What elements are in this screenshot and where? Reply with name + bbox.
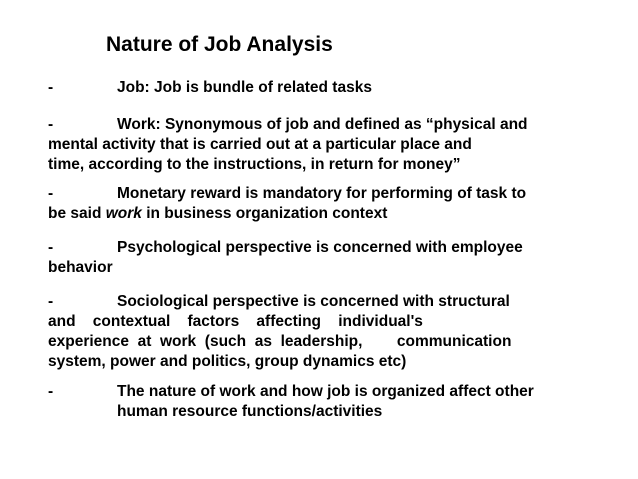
bullet-text-line: behavior (48, 259, 113, 276)
bullet-text-line: and contextual factors affecting individual's (48, 313, 423, 330)
bullet-dash: - (48, 383, 54, 400)
bullet-text-line: Psychological perspective is concerned with employee (117, 239, 523, 256)
text-segment: be said (48, 205, 106, 222)
bullet-item-job (48, 78, 568, 98)
bullet-text-line: Job: Job is bundle of related tasks (117, 79, 372, 96)
bullet-text-line: Sociological perspective is concerned with structural (117, 293, 510, 310)
bullet-text-line: time, according to the instructions, in return for money” (48, 156, 461, 173)
bullet-text-line: Work: Synonymous of job and defined as “physical and (117, 116, 528, 133)
bullet-text-line: Monetary reward is mandatory for performing of task to (117, 185, 527, 202)
bullet-text-line: experience at work (such as leadership, communication (48, 333, 512, 350)
bullet-text-line: The nature of work and how job is organized affect other (117, 383, 534, 400)
bullet-dash: - (48, 79, 54, 96)
bullet-text-line (48, 204, 568, 224)
bullet-item-sociological (48, 292, 568, 372)
bullet-dash: - (48, 185, 54, 202)
slide-title: Nature of Job Analysis (106, 33, 333, 56)
bullet-text-line: mental activity that is carried out at a particular place and (48, 136, 472, 153)
bullet-item-nature-of-work (48, 382, 568, 422)
bullet-dash: - (48, 239, 54, 256)
bullet-text-line: system, power and politics, group dynamics etc) (48, 353, 407, 370)
bullet-item-psychological (48, 238, 568, 278)
bullet-text-line: human resource functions/activities (117, 403, 383, 420)
bullet-item-monetary-reward (48, 184, 568, 224)
text-segment: in business organization context (141, 205, 388, 222)
emphasized-word: work (105, 205, 142, 222)
bullet-dash: - (48, 293, 54, 310)
bullet-item-work (48, 115, 568, 175)
bullet-dash: - (48, 116, 54, 133)
